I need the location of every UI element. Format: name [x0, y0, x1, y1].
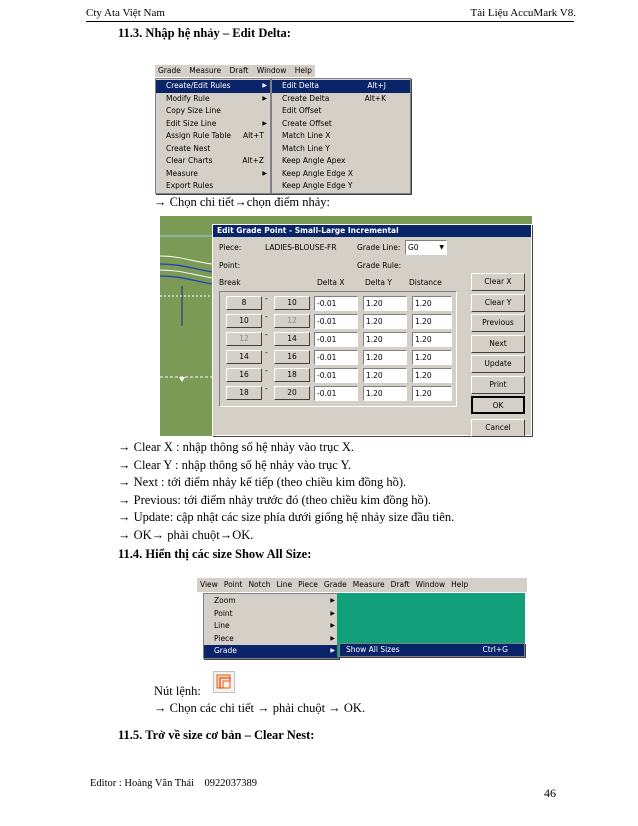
menu-measure[interactable]: Measure: [189, 66, 222, 75]
break-to-button[interactable]: 12: [274, 314, 310, 328]
submenu-arrow-icon: ▶: [262, 82, 267, 89]
menu-grade[interactable]: Grade: [323, 580, 347, 589]
menu-item-label: Line: [214, 621, 230, 630]
menu-item-shortcut: Alt+T: [242, 131, 264, 140]
distance-field[interactable]: 1.20: [412, 332, 452, 347]
submenu-item[interactable]: [272, 143, 410, 156]
grade-menu-item[interactable]: [156, 168, 270, 181]
header-rule: [86, 21, 574, 22]
menu-item-label: Match Line Y: [282, 143, 330, 153]
break-separator: -: [265, 312, 268, 321]
menu-piece[interactable]: Piece: [298, 580, 318, 589]
menubar: [155, 65, 315, 77]
submenu-item[interactable]: [272, 180, 410, 193]
menu-item-label: Match Line X: [282, 131, 331, 140]
show-all-sizes-shortcut: Ctrl+G: [482, 645, 508, 654]
menu-draft[interactable]: Draft: [390, 580, 410, 589]
menu-item-label: Export Rules: [166, 181, 214, 190]
break-from-button[interactable]: 14: [226, 350, 262, 364]
dialog-title: Edit Grade Point - Small-Large Incremental: [213, 225, 531, 237]
menu-notch[interactable]: Notch: [248, 580, 271, 589]
footer-editor: Editor : Hoàng Văn Thái 0922037389: [90, 778, 258, 789]
distance-field[interactable]: 1.20: [412, 386, 452, 401]
col-delta-x: Delta X: [317, 278, 345, 287]
grade-menu-item[interactable]: [156, 80, 270, 93]
show-all-sizes-item[interactable]: [339, 643, 525, 657]
break-separator: -: [265, 294, 268, 303]
show-all-sizes-label: Show All Sizes: [346, 645, 400, 654]
delta-x-field[interactable]: -0.01: [314, 296, 358, 311]
submenu-arrow-icon: ▶: [330, 647, 335, 654]
menu-item-label: Zoom: [214, 596, 236, 605]
previous-button[interactable]: Previous: [471, 314, 525, 332]
menu-help[interactable]: Help: [294, 66, 312, 75]
break-to-button[interactable]: 20: [274, 386, 310, 400]
button-label: Nút lệnh:: [154, 684, 201, 698]
submenu-item[interactable]: [272, 168, 410, 181]
submenu-arrow-icon: ▶: [262, 94, 267, 102]
delta-y-field[interactable]: 1.20: [363, 332, 407, 347]
delta-x-field[interactable]: -0.01: [314, 314, 358, 329]
grade-menu-item[interactable]: [156, 93, 270, 106]
update-button[interactable]: Update: [471, 355, 525, 373]
menu-help[interactable]: Help: [451, 580, 469, 589]
menu-item-label: Keep Angle Edge X: [282, 168, 354, 178]
view-menu-screenshot: [197, 578, 527, 658]
grade-menu-item[interactable]: [156, 143, 270, 156]
submenu-arrow-icon: ▶: [330, 622, 335, 629]
delta-x-field[interactable]: -0.01: [314, 350, 358, 365]
clear-x-button[interactable]: Clear X: [471, 273, 525, 291]
menu-item-label: Piece: [214, 633, 234, 643]
distance-field[interactable]: 1.20: [412, 350, 452, 365]
break-separator: -: [265, 366, 268, 375]
grade-table-row: [220, 386, 456, 402]
delta-x-field[interactable]: -0.01: [314, 386, 358, 401]
pattern-lines-graphic: [160, 216, 212, 436]
break-from-button[interactable]: 16: [226, 368, 262, 382]
menu-item-label: Copy Size Line: [166, 106, 221, 115]
menu-item-label: Create/Edit Rules: [166, 81, 231, 90]
clear-y-button[interactable]: Clear Y: [471, 294, 525, 312]
grade-rule-label: Grade Rule:: [357, 261, 402, 270]
menu-measure[interactable]: Measure: [352, 580, 385, 589]
submenu-item[interactable]: [272, 93, 410, 106]
submenu-arrow-icon: ▶: [330, 597, 335, 604]
piece-label: Piece:: [219, 243, 242, 252]
menu-window[interactable]: Window: [256, 66, 287, 75]
note-line: → Previous: tới điểm nhảy trước đó (theo chiều kim đồng hồ).: [118, 492, 432, 507]
menu-item-label: Create Delta: [282, 93, 330, 103]
cancel-button[interactable]: Cancel: [471, 419, 525, 437]
break-to-button[interactable]: 10: [274, 296, 310, 310]
break-from-button[interactable]: 10: [226, 314, 262, 328]
ok-button[interactable]: OK: [471, 396, 525, 414]
grade-line-value: G0: [408, 243, 419, 252]
menu-item-label: Point: [214, 608, 233, 618]
section-title-11-5: 11.5. Trở về size cơ bản – Clear Nest:: [118, 728, 315, 742]
note-line: → Clear X : nhập thông số hệ nhảy vào trục X.: [118, 440, 355, 454]
submenu-arrow-icon: ▶: [262, 169, 267, 177]
grade-table-row: [220, 350, 456, 366]
submenu-item[interactable]: [272, 118, 410, 131]
header-company: Cty Ata Việt Nam: [86, 7, 165, 19]
menu-item-label: Modify Rule: [166, 93, 210, 103]
menu-item-label: Keep Angle Edge Y: [282, 181, 353, 190]
view-menu-item[interactable]: [204, 608, 338, 621]
show-all-sizes-tool-icon[interactable]: [213, 671, 235, 693]
submenu-arrow-icon: ▶: [262, 119, 267, 127]
submenu-item[interactable]: [272, 155, 410, 168]
view-menu-item[interactable]: [204, 633, 338, 646]
delta-x-field[interactable]: -0.01: [314, 332, 358, 347]
col-break: Break: [219, 278, 241, 287]
note-line: → Clear Y : nhập thông số hệ nhảy vào trục Y.: [118, 457, 352, 472]
view-dropdown: [203, 593, 339, 659]
instruction-show-all: → Chọn các chi tiết → phải chuột → OK.: [154, 701, 366, 715]
distance-field[interactable]: 1.20: [412, 296, 452, 311]
submenu-arrow-icon: ▶: [330, 609, 335, 617]
delta-y-field[interactable]: 1.20: [363, 386, 407, 401]
menu-item-label: Edit Size Line: [166, 118, 217, 128]
break-to-button[interactable]: 18: [274, 368, 310, 382]
menu-item-shortcut: Alt+K: [364, 93, 386, 103]
piece-value: LADIES-BLOUSE-FR: [265, 243, 337, 252]
menu-item-shortcut: Alt+Z: [242, 156, 264, 165]
delta-y-field[interactable]: 1.20: [363, 350, 407, 365]
section-title-11-3: 11.3. Nhập hệ nhảy – Edit Delta:: [118, 26, 291, 40]
break-separator: -: [265, 348, 268, 357]
grade-table-row: [220, 368, 456, 384]
break-separator: -: [265, 330, 268, 339]
edit-grade-point-dialog: [212, 224, 532, 436]
grade-menu-item[interactable]: [156, 130, 270, 143]
grade-menu-item[interactable]: [156, 155, 270, 168]
grade-menu-item[interactable]: [156, 118, 270, 131]
grade-line-label: Grade Line:: [357, 243, 401, 252]
dropdown-arrow-icon: ▼: [439, 244, 444, 251]
submenu-item[interactable]: [272, 130, 410, 143]
menu-item-label: Keep Angle Apex: [282, 156, 346, 165]
grade-menu-item[interactable]: [156, 105, 270, 118]
menu-view[interactable]: View: [200, 580, 218, 589]
menu-draft[interactable]: Draft: [229, 66, 249, 75]
print-button[interactable]: Print: [471, 376, 525, 394]
stacked-sizes-icon: [214, 672, 234, 692]
delta-x-field[interactable]: -0.01: [314, 368, 358, 383]
submenu-item[interactable]: [272, 80, 410, 93]
grade-table-row: [220, 332, 456, 348]
menu-item-label: Create Nest: [166, 143, 211, 153]
grade-menu-screenshot: [155, 65, 411, 193]
delta-y-field[interactable]: 1.20: [363, 368, 407, 383]
view-menu-item[interactable]: [204, 645, 338, 658]
menu-item-label: Measure: [166, 168, 198, 178]
distance-field[interactable]: 1.20: [412, 368, 452, 383]
break-separator: -: [265, 384, 268, 393]
edit-grade-point-screenshot: [160, 216, 532, 436]
note-line: → Next : tới điểm nhảy kế tiếp (theo chiều kim đồng hồ).: [118, 475, 407, 490]
break-from-button[interactable]: 18: [226, 386, 262, 400]
menu-line[interactable]: Line: [276, 580, 293, 589]
menu-point[interactable]: Point: [223, 580, 243, 589]
col-delta-y: Delta Y: [365, 278, 392, 287]
view-menu-item[interactable]: [204, 620, 338, 633]
delta-y-field[interactable]: 1.20: [363, 296, 407, 311]
grade-table-row: [220, 296, 456, 312]
break-to-button[interactable]: 14: [274, 332, 310, 346]
grade-menu-item[interactable]: [156, 180, 270, 193]
delta-y-field[interactable]: 1.20: [363, 314, 407, 329]
menu-item-label: Clear Charts: [166, 156, 213, 165]
note-line: → Update: cập nhật các size phía dưới giống hệ nhảy size đầu tiên.: [118, 510, 455, 525]
menu-item-label: Grade: [214, 646, 237, 655]
point-label: Point:: [219, 261, 241, 270]
menu-grade[interactable]: Grade: [158, 66, 181, 75]
next-button[interactable]: Next: [471, 335, 525, 353]
section-title-11-4: 11.4. Hiển thị các size Show All Size:: [118, 547, 312, 561]
grade-dropdown: [155, 78, 271, 194]
menu-item-shortcut: Alt+J: [367, 81, 386, 90]
header-doc-title: Tài Liệu AccuMark V8.: [470, 7, 576, 19]
distance-field[interactable]: 1.20: [412, 314, 452, 329]
menu-item-label: Assign Rule Table: [166, 131, 232, 140]
submenu-arrow-icon: ▶: [330, 634, 335, 642]
menu-item-label: Edit Delta: [282, 81, 319, 90]
grade-table-row: [220, 314, 456, 330]
break-to-button[interactable]: 16: [274, 350, 310, 364]
submenu-item[interactable]: [272, 105, 410, 118]
menubar-2: [197, 578, 527, 592]
menu-item-label: Create Offset: [282, 118, 332, 128]
menu-window[interactable]: Window: [415, 580, 446, 589]
view-menu-item[interactable]: [204, 595, 338, 608]
break-from-button[interactable]: 12: [226, 332, 262, 346]
break-from-button[interactable]: 8: [226, 296, 262, 310]
page-number: 46: [544, 786, 556, 800]
rules-submenu: [271, 78, 411, 194]
grade-table: [219, 291, 457, 407]
instruction-select-point: → Chọn chi tiết→chọn điểm nhảy:: [154, 195, 331, 209]
grade-line-select[interactable]: [405, 240, 447, 255]
note-line: → OK→ phải chuột→OK.: [118, 528, 254, 542]
col-distance: Distance: [409, 278, 442, 287]
menu-item-label: Edit Offset: [282, 106, 322, 115]
